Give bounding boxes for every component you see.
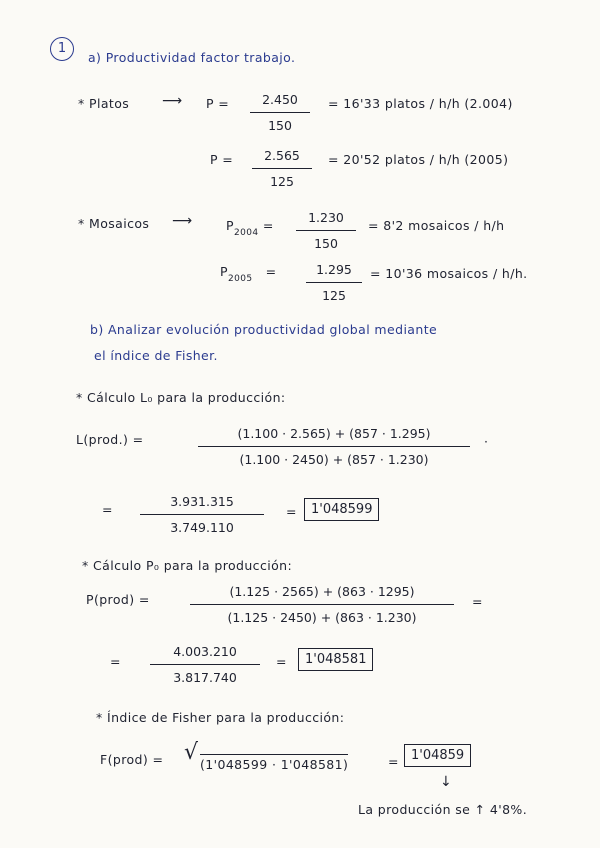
right-arrow-icon: ⟶ [172,213,193,229]
conclusion: La producción se ↑ 4'8%. [358,802,528,817]
fraction-numerator: (1.125 · 2565) + (863 · 1295) [229,584,415,599]
equals-sign: = [262,218,274,233]
heading-b-line1: b) Analizar evolución productividad global mediante [90,322,438,337]
fraction-bar [250,112,310,113]
fraction-numerator: 2.450 [262,92,298,107]
platos-2005-lhs: P = [210,152,234,167]
mosaicos-2004-lhs [226,218,274,238]
fraction-numerator: (1.100 · 2.565) + (857 · 1.295) [237,426,431,441]
fisher-heading: * Índice de Fisher para la producción: [96,710,345,725]
mosaicos-2004-result: = 8'2 mosaicos / h/h [368,218,505,233]
fraction-denominator: 3.749.110 [170,520,234,535]
fisher-boxed-result: 1'04859 [404,744,471,767]
p0-heading: * Cálculo P₀ para la producción: [82,558,293,573]
heading-b-line2: el índice de Fisher. [94,348,218,363]
fraction-numerator: 4.003.210 [173,644,237,659]
fraction-bar [140,514,264,515]
p0-tail-equals: = [472,594,483,609]
mosaicos-2004-fraction [296,210,356,251]
p0-result-equals-2: = [276,654,287,669]
fraction-bar [150,664,260,665]
down-arrow-icon: ↓ [440,774,452,790]
mosaicos-2005-result: = 10'36 mosaicos / h/h. [370,266,528,281]
p0-boxed-result: 1'048581 [298,648,373,671]
p-symbol: P [220,264,228,279]
l0-boxed-result: 1'048599 [304,498,379,521]
exercise-number: 1 [50,37,74,61]
p0-result-equals: = [110,654,121,669]
l0-lhs: L(prod.) = [76,432,144,447]
fraction-numerator: 3.931.315 [170,494,234,509]
fraction-numerator: 2.565 [264,148,300,163]
l0-result-fraction [140,494,264,535]
fraction-denominator: 125 [322,288,346,303]
fraction-denominator: (1.100 · 2450) + (857 · 1.230) [239,452,429,467]
platos-2004-result: = 16'33 platos / h/h (2.004) [328,96,513,111]
fraction-denominator: (1.125 · 2450) + (863 · 1.230) [227,610,417,625]
fisher-radicand: (1'048599 · 1'048581) [200,754,348,772]
heading-a: a) Productividad factor trabajo. [88,50,296,65]
platos-2004-fraction [250,92,310,133]
p0-result-fraction [150,644,260,685]
fisher-lhs: F(prod) = [100,752,164,767]
platos-label: * Platos [78,96,130,111]
fraction-numerator: 1.230 [308,210,344,225]
right-arrow-icon: ⟶ [162,93,183,109]
fraction-denominator: 150 [268,118,292,133]
mosaicos-label: * Mosaicos [78,216,150,231]
fraction-denominator: 125 [270,174,294,189]
l0-result-equals: = [102,502,113,517]
mosaicos-2005-lhs [220,264,277,284]
l0-result-equals-2: = [286,504,297,519]
equals-sign: = [265,264,277,279]
fisher-equals: = [388,754,399,769]
fraction-bar [306,282,362,283]
year-subscript: 2005 [227,274,253,284]
fraction-bar [190,604,454,605]
platos-2005-result: = 20'52 platos / h/h (2005) [328,152,509,167]
platos-2005-fraction [252,148,312,189]
l0-heading: * Cálculo L₀ para la producción: [76,390,286,405]
l0-tail-mark: · [484,434,489,449]
l0-fraction [198,426,470,467]
fraction-bar [252,168,312,169]
fraction-denominator: 150 [314,236,338,251]
mosaicos-2005-fraction [306,262,362,303]
square-root-icon: √ [184,740,199,765]
year-subscript: 2004 [233,228,259,238]
fraction-bar [198,446,470,447]
platos-2004-lhs: P = [206,96,230,111]
fraction-numerator: 1.295 [316,262,352,277]
fraction-bar [296,230,356,231]
p-symbol: P [226,218,234,233]
p0-fraction [190,584,454,625]
p0-lhs: P(prod) = [86,592,150,607]
fraction-denominator: 3.817.740 [173,670,237,685]
